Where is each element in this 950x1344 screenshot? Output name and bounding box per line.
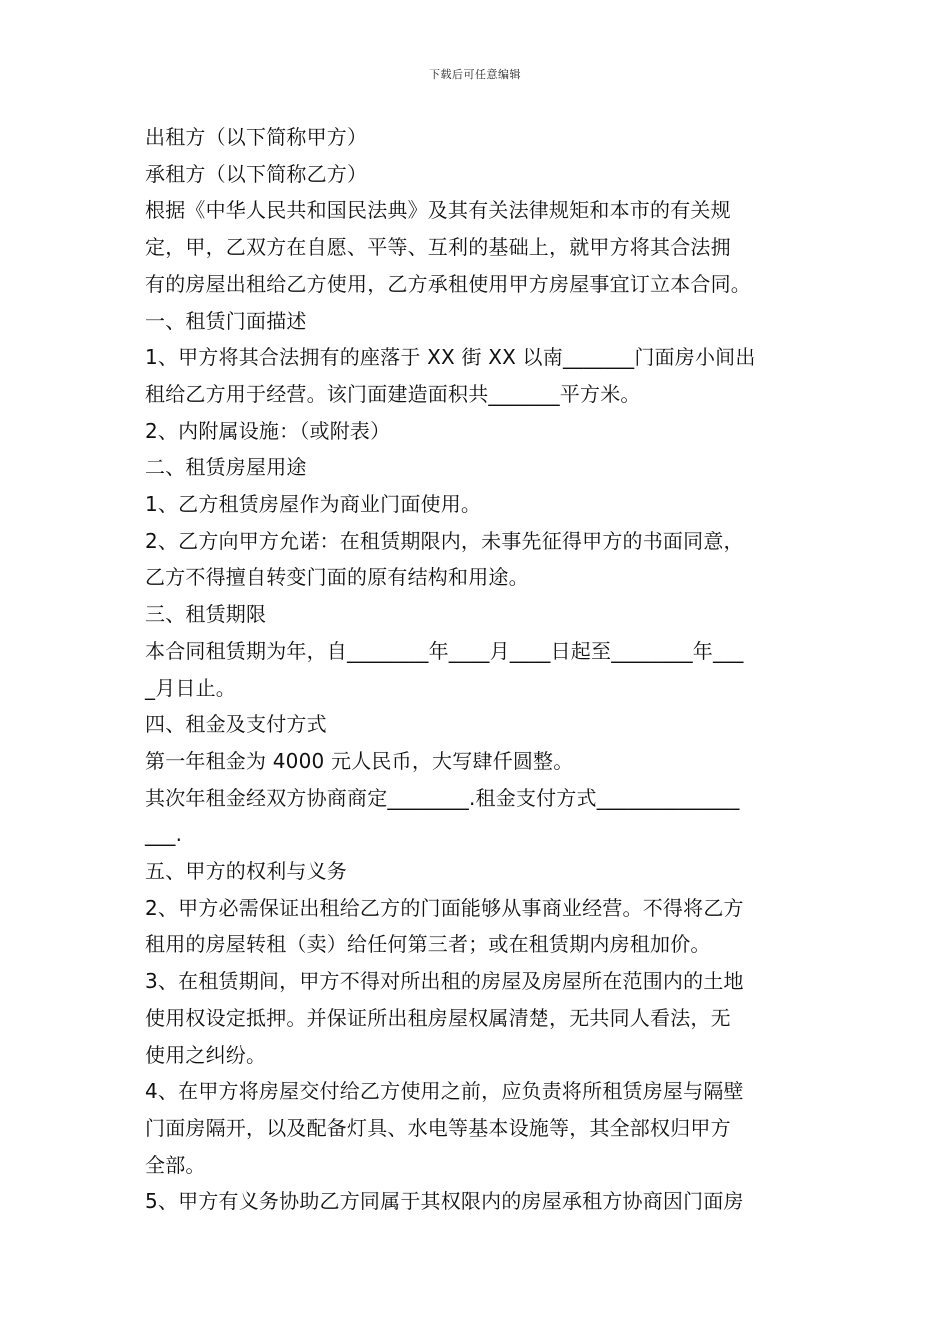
text-line: 租给乙方用于经营。该门面建造面积共_______平方米。 <box>145 381 641 406</box>
text-line: 第一年租金为 4000 元人民币，大写肆仟圆整。 <box>145 748 574 773</box>
section-heading: 五、甲方的权利与义务 <box>145 859 347 884</box>
text-line: 有的房屋出租给乙方使用，乙方承租使用甲方房屋事宜订立本合同。 <box>145 271 751 296</box>
section-heading: 四、租金及支付方式 <box>145 712 327 737</box>
text-line: 2、内附属设施：（或附表） <box>145 418 391 443</box>
text-line: 定，甲，乙双方在自愿、平等、互利的基础上，就甲方将其合法拥 <box>145 235 731 260</box>
text-line: 租用的房屋转租（卖）给任何第三者；或在租赁期内房租加价。 <box>145 932 711 957</box>
text-line: 5、甲方有义务协助乙方同属于其权限内的房屋承租方协商因门面房 <box>145 1189 744 1214</box>
text-line: _月日止。 <box>145 675 236 700</box>
text-line: 4、在甲方将房屋交付给乙方使用之前，应负责将所租赁房屋与隔壁 <box>145 1079 744 1104</box>
text-line: 1、甲方将其合法拥有的座落于 XX 街 XX 以南_______门面房小间出 <box>145 345 756 370</box>
text-line: 门面房隔开，以及配备灯具、水电等基本设施等，其全部权归甲方 <box>145 1115 731 1140</box>
document-body <box>145 119 813 1220</box>
text-line: 3、在租赁期间，甲方不得对所出租的房屋及房屋所在范围内的土地 <box>145 969 744 994</box>
page-header: 下载后可任意编辑 <box>429 68 521 81</box>
text-line: 出租方（以下简称甲方） <box>145 125 368 149</box>
text-line: 2、甲方必需保证出租给乙方的门面能够从事商业经营。不得将乙方 <box>145 895 744 920</box>
text-line: ___. <box>145 822 183 847</box>
text-line: 乙方不得擅自转变门面的原有结构和用途。 <box>145 565 529 590</box>
text-line: 使用之纠纷。 <box>145 1042 267 1067</box>
text-line: 1、乙方租赁房屋作为商业门面使用。 <box>145 492 482 517</box>
text-line: 根据《中华人民共和国民法典》及其有关法律规矩和本市的有关规 <box>145 198 731 223</box>
text-line: 使用权设定抵押。并保证所出租房屋权属清楚，无共同人看法，无 <box>145 1005 731 1030</box>
section-heading: 三、租赁期限 <box>145 602 267 627</box>
text-line: 全部。 <box>145 1152 206 1177</box>
text-line: 2、乙方向甲方允诺：在租赁期限内，未事先征得甲方的书面同意， <box>145 528 744 553</box>
section-heading: 二、租赁房屋用途 <box>145 455 307 480</box>
text-line: 其次年租金经双方协商商定________.租金支付方式______________ <box>145 785 740 810</box>
section-heading: 一、租赁门面描述 <box>145 308 307 333</box>
text-line: 承租方（以下简称乙方） <box>145 161 368 186</box>
text-line: 本合同租赁期为年，自________年____月____日起至________年___ <box>145 638 744 663</box>
